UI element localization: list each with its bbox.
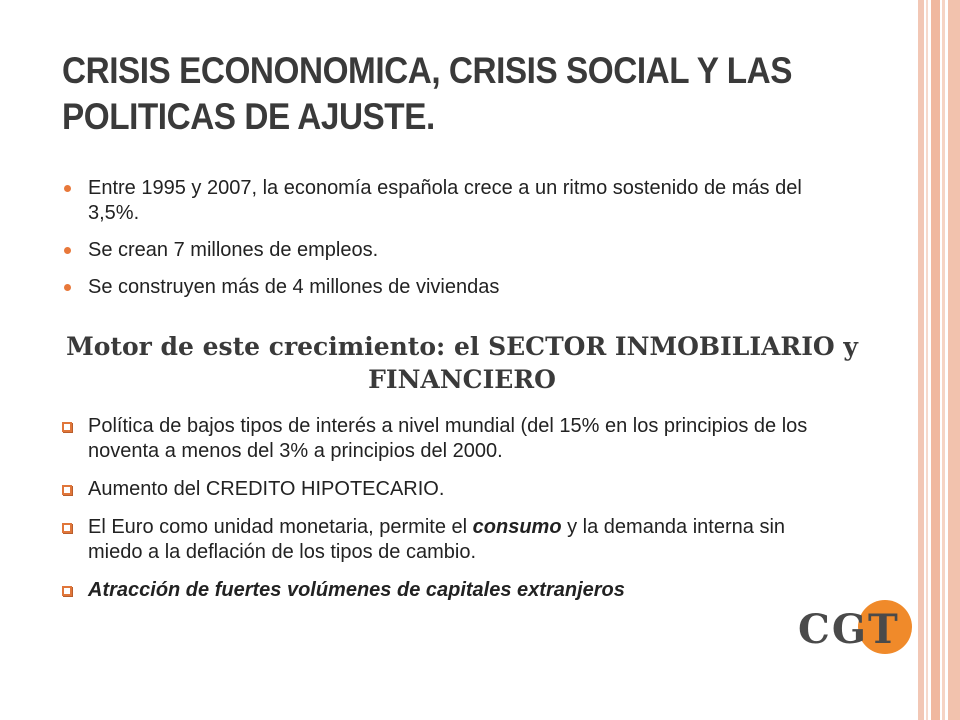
- box-bullet-text: Política de bajos tipos de interés a nivel mundial (del 15% en los principios de los noventa a menos del 3% a principios del 2000.: [88, 415, 808, 462]
- checkbox-square-icon: [62, 485, 72, 495]
- bullet-text: Se construyen más de 4 millones de viviendas: [88, 276, 500, 298]
- box-bullet-text-part: El Euro como unidad monetaria, permite el: [88, 516, 473, 538]
- box-bullet-list: [62, 414, 832, 616]
- bullet-dot-icon: [64, 185, 71, 192]
- cgt-logo: [796, 598, 916, 662]
- emphasis-word: consumo: [472, 516, 562, 538]
- decorative-stripe: [942, 0, 945, 720]
- box-bullet-item: [62, 578, 832, 603]
- bullet-item: [62, 176, 832, 226]
- decorative-stripe: [931, 0, 940, 720]
- checkbox-square-icon: [62, 422, 72, 432]
- box-bullet-item: [62, 477, 832, 502]
- checkbox-square-icon: [62, 586, 72, 596]
- box-bullet-item: [62, 414, 832, 464]
- box-bullet-text: Aumento del CREDITO HIPOTECARIO.: [88, 478, 445, 500]
- slide-title: CRISIS ECONONOMICA, CRISIS SOCIAL Y LAS POLITICAS DE AJUSTE.: [62, 50, 792, 137]
- decorative-stripe: [948, 0, 960, 720]
- highlight-heading: Motor de este crecimiento: el SECTOR INMOBILIARIO y FINANCIERO: [66, 332, 858, 394]
- decorative-stripe: [926, 0, 928, 720]
- bullet-item: [62, 275, 832, 300]
- bullet-dot-icon: [64, 284, 71, 291]
- bullet-text: Se crean 7 millones de empleos.: [88, 239, 379, 261]
- logo-text: CGT: [798, 606, 900, 653]
- box-bullet-text: Atracción de fuertes volúmenes de capitales extranjeros: [88, 579, 625, 601]
- box-bullet-text-part: y la demanda interna sin miedo a la deflación de los tipos de cambio.: [88, 516, 786, 563]
- bullet-item: [62, 238, 832, 263]
- box-bullet-item: [62, 515, 832, 565]
- bullet-list: [62, 176, 832, 312]
- bullet-text: Entre 1995 y 2007, la economía española crece a un ritmo sostenido de más del 3,5%.: [88, 177, 802, 224]
- bullet-dot-icon: [64, 247, 71, 254]
- decorative-stripe: [918, 0, 924, 720]
- checkbox-square-icon: [62, 523, 72, 533]
